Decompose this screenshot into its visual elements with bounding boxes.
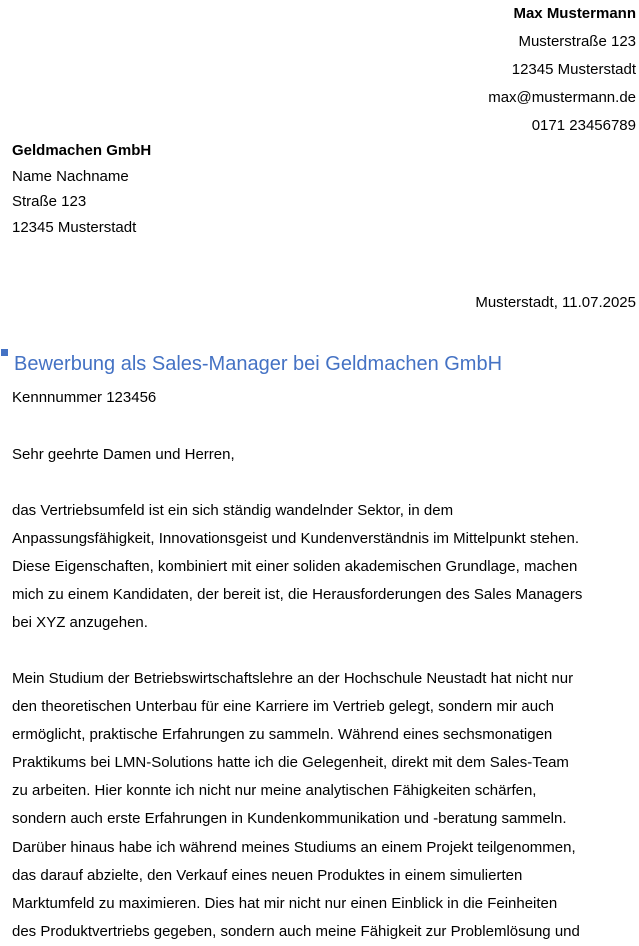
text-line: das darauf abzielte, den Verkauf eines neuen Produktes in einem simulierten — [12, 866, 523, 884]
text-line: Darüber hinaus habe ich während meines Studiums an einem Projekt teilgenommen, — [12, 838, 576, 856]
text-line: sondern auch erste Erfahrungen in Kundenkommunikation und -beratung sammeln. — [12, 810, 567, 828]
text-line: mich zu einem Kandidaten, der bereit ist, die Herausforderungen des Sales Managers — [12, 586, 583, 604]
text-line: den theoretischen Unterbau für eine Karriere im Vertrieb gelegt, sondern mir auch — [12, 698, 554, 716]
text-line: Praktikums bei LMN-Solutions hatte ich die Gelegenheit, direkt mit dem Sales-Team — [12, 754, 569, 772]
recipient-city: 12345 Musterstadt — [12, 218, 137, 236]
sender-phone: 0171 23456789 — [531, 117, 636, 134]
text-line: Diese Eigenschaften, kombiniert mit einer soliden akademischen Grundlage, machen — [12, 558, 578, 576]
text-line: bei XYZ anzugehen. — [12, 614, 148, 632]
text-line: das Vertriebsumfeld ist ein sich ständig wandelnder Sektor, in dem — [12, 502, 454, 519]
text-line: zu arbeiten. Hier konnte ich nicht nur meine analytischen Fähigkeiten schärfen, — [12, 782, 537, 800]
subject-heading: Bewerbung als Sales-Manager bei Geldmachen GmbH — [14, 353, 503, 375]
recipient-company: Geldmachen GmbH — [12, 142, 152, 159]
recipient-street: Straße 123 — [12, 193, 87, 210]
sender-name: Max Mustermann — [513, 5, 636, 22]
body-paragraph-2 — [12, 665, 637, 946]
recipient-contact: Name Nachname — [12, 167, 129, 185]
body-paragraph-1 — [12, 497, 637, 637]
text-line: Marktumfeld zu maximieren. Dies hat mir nicht nur einen Einblick in die Feinheiten — [12, 894, 558, 912]
text-line: Mein Studium der Betriebswirtschaftslehre an der Hochschule Neustadt hat nicht nur — [12, 670, 574, 687]
sender-block — [488, 0, 636, 140]
text-line: Anpassungsfähigkeit, Innovationsgeist und Kundenverständnis im Mittelpunkt stehen. — [12, 530, 580, 548]
letter-date: Musterstadt, 11.07.2025 — [475, 294, 636, 311]
reference-number: Kennnummer 123456 — [12, 389, 157, 406]
heading-marker-icon — [1, 349, 8, 356]
sender-email: max@mustermann.de — [488, 89, 636, 106]
recipient-block — [12, 138, 151, 240]
sender-street: Musterstraße 123 — [518, 33, 636, 50]
sender-city: 12345 Musterstadt — [511, 61, 636, 78]
salutation: Sehr geehrte Damen und Herren, — [12, 446, 235, 463]
text-line: ermöglicht, praktische Erfahrungen zu sammeln. Während eines sechsmonatigen — [12, 726, 553, 744]
text-line: des Produktvertriebs gegeben, sondern auch meine Fähigkeit zur Problemlösung und — [12, 922, 580, 940]
